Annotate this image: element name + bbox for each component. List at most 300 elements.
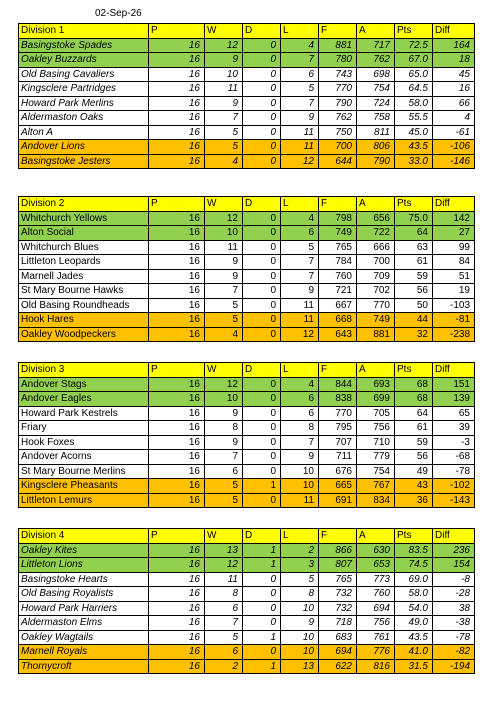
stat-cell: 0 xyxy=(243,377,281,392)
stat-cell: 16 xyxy=(149,659,205,674)
stat-cell: 630 xyxy=(357,543,395,558)
stat-cell: 11 xyxy=(281,298,319,313)
stat-cell: 667 xyxy=(319,298,357,313)
team-name: Aldermaston Elms xyxy=(19,616,149,631)
stat-cell: 0 xyxy=(243,111,281,126)
stat-cell: 806 xyxy=(357,140,395,155)
stat-cell: 59 xyxy=(395,269,433,284)
team-name: Thornycroft xyxy=(19,659,149,674)
stat-cell: 1 xyxy=(243,479,281,494)
stat-cell: 0 xyxy=(243,435,281,450)
team-name: St Mary Bourne Merlins xyxy=(19,464,149,479)
col-header: L xyxy=(281,197,319,212)
col-header: Diff xyxy=(433,529,475,544)
stat-cell: 8 xyxy=(281,421,319,436)
team-name: Howard Park Harriers xyxy=(19,601,149,616)
team-name: Oakley Woodpeckers xyxy=(19,327,149,342)
stat-cell: 694 xyxy=(319,645,357,660)
stat-cell: 691 xyxy=(319,493,357,508)
table-row xyxy=(19,572,475,587)
stat-cell: 11 xyxy=(281,125,319,140)
stat-cell: -106 xyxy=(433,140,475,155)
stat-cell: 9 xyxy=(281,284,319,299)
stat-cell: 1 xyxy=(243,659,281,674)
stat-cell: 8 xyxy=(205,421,243,436)
stat-cell: 64.5 xyxy=(395,82,433,97)
stat-cell: 63 xyxy=(395,240,433,255)
stat-cell: 36 xyxy=(395,493,433,508)
table-row xyxy=(19,53,475,68)
table-row xyxy=(19,630,475,645)
team-name: Aldermaston Oaks xyxy=(19,111,149,126)
stat-cell: 866 xyxy=(319,543,357,558)
stat-cell: 16 xyxy=(149,53,205,68)
stat-cell: 50 xyxy=(395,298,433,313)
table-row xyxy=(19,659,475,674)
stat-cell: 7 xyxy=(281,255,319,270)
stat-cell: 19 xyxy=(433,284,475,299)
stat-cell: 656 xyxy=(357,211,395,226)
stat-cell: 68 xyxy=(395,392,433,407)
stat-cell: 10 xyxy=(281,645,319,660)
team-name: Littleton Lemurs xyxy=(19,493,149,508)
stat-cell: 844 xyxy=(319,377,357,392)
col-header: Diff xyxy=(433,197,475,212)
team-name: Basingstoke Hearts xyxy=(19,572,149,587)
stat-cell: 0 xyxy=(243,53,281,68)
stat-cell: 773 xyxy=(357,572,395,587)
stat-cell: 11 xyxy=(281,313,319,328)
division-3-table xyxy=(18,362,475,508)
stat-cell: 16 xyxy=(149,377,205,392)
stat-cell: 16 xyxy=(149,211,205,226)
stat-cell: 142 xyxy=(433,211,475,226)
col-header: W xyxy=(205,529,243,544)
stat-cell: 151 xyxy=(433,377,475,392)
stat-cell: -103 xyxy=(433,298,475,313)
stat-cell: -78 xyxy=(433,464,475,479)
division-header xyxy=(19,197,475,212)
stat-cell: 16 xyxy=(149,226,205,241)
stat-cell: 10 xyxy=(205,226,243,241)
stat-cell: 7 xyxy=(281,96,319,111)
stat-cell: 38 xyxy=(433,601,475,616)
stat-cell: -28 xyxy=(433,587,475,602)
team-name: Alton Social xyxy=(19,226,149,241)
stat-cell: 16 xyxy=(149,479,205,494)
stat-cell: 16 xyxy=(149,327,205,342)
col-header: W xyxy=(205,363,243,378)
stat-cell: 653 xyxy=(357,558,395,573)
stat-cell: 84 xyxy=(433,255,475,270)
stat-cell: 10 xyxy=(205,67,243,82)
col-header: Pts xyxy=(395,363,433,378)
stat-cell: 5 xyxy=(205,140,243,155)
stat-cell: 13 xyxy=(281,659,319,674)
stat-cell: 16 xyxy=(149,313,205,328)
table-row xyxy=(19,543,475,558)
stat-cell: 5 xyxy=(205,125,243,140)
team-name: Old Basing Roundheads xyxy=(19,298,149,313)
stat-cell: 765 xyxy=(319,240,357,255)
stat-cell: 65.0 xyxy=(395,67,433,82)
col-header: D xyxy=(243,197,281,212)
stat-cell: 164 xyxy=(433,38,475,53)
stat-cell: 16 xyxy=(149,392,205,407)
stat-cell: 3 xyxy=(281,558,319,573)
stat-cell: 6 xyxy=(205,601,243,616)
report-date: 02-Sep-26 xyxy=(95,8,142,19)
stat-cell: 45.0 xyxy=(395,125,433,140)
stat-cell: 4 xyxy=(205,154,243,169)
stat-cell: 16 xyxy=(433,82,475,97)
col-header: P xyxy=(149,363,205,378)
stat-cell: 722 xyxy=(357,226,395,241)
stat-cell: -238 xyxy=(433,327,475,342)
stat-cell: 16 xyxy=(149,543,205,558)
table-row xyxy=(19,558,475,573)
col-header: L xyxy=(281,363,319,378)
stat-cell: 6 xyxy=(281,226,319,241)
stat-cell: 56 xyxy=(395,450,433,465)
stat-cell: 760 xyxy=(319,269,357,284)
stat-cell: 5 xyxy=(205,298,243,313)
stat-cell: 709 xyxy=(357,269,395,284)
stat-cell: 724 xyxy=(357,96,395,111)
stat-cell: -143 xyxy=(433,493,475,508)
stat-cell: 7 xyxy=(205,111,243,126)
stat-cell: 12 xyxy=(205,38,243,53)
stat-cell: 666 xyxy=(357,240,395,255)
stat-cell: 0 xyxy=(243,572,281,587)
stat-cell: 16 xyxy=(149,82,205,97)
stat-cell: 11 xyxy=(205,240,243,255)
stat-cell: 16 xyxy=(149,616,205,631)
stat-cell: 16 xyxy=(149,38,205,53)
stat-cell: 6 xyxy=(205,464,243,479)
stat-cell: 758 xyxy=(357,111,395,126)
division-4-table xyxy=(18,528,475,674)
stat-cell: 55.5 xyxy=(395,111,433,126)
stat-cell: 780 xyxy=(319,53,357,68)
table-row xyxy=(19,111,475,126)
stat-cell: -61 xyxy=(433,125,475,140)
stat-cell: 5 xyxy=(205,493,243,508)
stat-cell: 683 xyxy=(319,630,357,645)
stat-cell: -82 xyxy=(433,645,475,660)
stat-cell: 83.5 xyxy=(395,543,433,558)
team-name: Marnell Jades xyxy=(19,269,149,284)
table-row xyxy=(19,392,475,407)
stat-cell: 49.0 xyxy=(395,616,433,631)
col-header: F xyxy=(319,24,357,39)
team-name: Oakley Buzzards xyxy=(19,53,149,68)
table-row xyxy=(19,587,475,602)
stat-cell: 66 xyxy=(433,96,475,111)
team-name: Basingstoke Jesters xyxy=(19,154,149,169)
table-row xyxy=(19,125,475,140)
table-row xyxy=(19,240,475,255)
stat-cell: 139 xyxy=(433,392,475,407)
stat-cell: 750 xyxy=(319,125,357,140)
stat-cell: 718 xyxy=(319,616,357,631)
stat-cell: 16 xyxy=(149,111,205,126)
stat-cell: 0 xyxy=(243,587,281,602)
stat-cell: 643 xyxy=(319,327,357,342)
table-row xyxy=(19,601,475,616)
stat-cell: 154 xyxy=(433,558,475,573)
stat-cell: 5 xyxy=(281,572,319,587)
stat-cell: 700 xyxy=(319,140,357,155)
stat-cell: 58.0 xyxy=(395,587,433,602)
col-header: P xyxy=(149,529,205,544)
stat-cell: 33.0 xyxy=(395,154,433,169)
stat-cell: 807 xyxy=(319,558,357,573)
stat-cell: -81 xyxy=(433,313,475,328)
team-name: Andover Acorns xyxy=(19,450,149,465)
stat-cell: 9 xyxy=(205,255,243,270)
team-name: Alton A xyxy=(19,125,149,140)
stat-cell: 1 xyxy=(243,630,281,645)
stat-cell: 31.5 xyxy=(395,659,433,674)
division-1-table xyxy=(18,23,475,169)
table-row xyxy=(19,479,475,494)
stat-cell: 0 xyxy=(243,601,281,616)
stat-cell: -194 xyxy=(433,659,475,674)
stat-cell: 756 xyxy=(357,421,395,436)
stat-cell: 0 xyxy=(243,211,281,226)
stat-cell: 790 xyxy=(357,154,395,169)
stat-cell: 12 xyxy=(281,154,319,169)
stat-cell: 0 xyxy=(243,82,281,97)
stat-cell: 0 xyxy=(243,421,281,436)
division-2-table xyxy=(18,196,475,342)
col-header: D xyxy=(243,363,281,378)
stat-cell: 0 xyxy=(243,450,281,465)
stat-cell: 7 xyxy=(205,616,243,631)
stat-cell: 43.5 xyxy=(395,630,433,645)
col-header: Pts xyxy=(395,529,433,544)
stat-cell: 0 xyxy=(243,493,281,508)
col-header: P xyxy=(149,24,205,39)
table-row xyxy=(19,645,475,660)
stat-cell: 16 xyxy=(149,96,205,111)
stat-cell: 881 xyxy=(357,327,395,342)
stat-cell: 2 xyxy=(205,659,243,674)
stat-cell: 51 xyxy=(433,269,475,284)
stat-cell: 4 xyxy=(281,38,319,53)
stat-cell: 1 xyxy=(243,543,281,558)
table-row xyxy=(19,67,475,82)
stat-cell: 732 xyxy=(319,601,357,616)
stat-cell: 32 xyxy=(395,327,433,342)
stat-cell: 754 xyxy=(357,464,395,479)
stat-cell: 622 xyxy=(319,659,357,674)
stat-cell: 717 xyxy=(357,38,395,53)
col-header: W xyxy=(205,197,243,212)
stat-cell: 16 xyxy=(149,140,205,155)
col-header: Diff xyxy=(433,363,475,378)
stat-cell: 18 xyxy=(433,53,475,68)
stat-cell: 61 xyxy=(395,421,433,436)
table-row xyxy=(19,377,475,392)
stat-cell: 7 xyxy=(205,284,243,299)
stat-cell: 27 xyxy=(433,226,475,241)
team-name: Whitchurch Blues xyxy=(19,240,149,255)
stat-cell: 5 xyxy=(205,630,243,645)
stat-cell: 67.0 xyxy=(395,53,433,68)
team-name: Hook Foxes xyxy=(19,435,149,450)
table-row xyxy=(19,450,475,465)
stat-cell: 9 xyxy=(205,406,243,421)
stat-cell: 5 xyxy=(281,240,319,255)
team-name: Old Basing Royalists xyxy=(19,587,149,602)
stat-cell: 41.0 xyxy=(395,645,433,660)
col-header: A xyxy=(357,529,395,544)
stat-cell: 8 xyxy=(205,587,243,602)
stat-cell: 5 xyxy=(205,313,243,328)
team-name: Littleton Lions xyxy=(19,558,149,573)
stat-cell: 700 xyxy=(357,255,395,270)
stat-cell: 12 xyxy=(205,211,243,226)
table-row xyxy=(19,96,475,111)
stat-cell: 0 xyxy=(243,284,281,299)
team-name: Oakley Wagtails xyxy=(19,630,149,645)
stat-cell: 5 xyxy=(205,479,243,494)
stat-cell: 16 xyxy=(149,240,205,255)
col-header: F xyxy=(319,529,357,544)
team-name: Basingstoke Spades xyxy=(19,38,149,53)
team-name: Howard Park Merlins xyxy=(19,96,149,111)
stat-cell: 64 xyxy=(395,406,433,421)
stat-cell: 811 xyxy=(357,125,395,140)
stat-cell: 16 xyxy=(149,284,205,299)
stat-cell: 0 xyxy=(243,255,281,270)
stat-cell: -78 xyxy=(433,630,475,645)
stat-cell: 49 xyxy=(395,464,433,479)
col-header: F xyxy=(319,363,357,378)
division-title: Division 1 xyxy=(19,24,149,39)
stat-cell: 44 xyxy=(395,313,433,328)
col-header: L xyxy=(281,24,319,39)
stat-cell: 16 xyxy=(149,572,205,587)
stat-cell: 770 xyxy=(319,406,357,421)
stat-cell: 16 xyxy=(149,125,205,140)
stat-cell: 99 xyxy=(433,240,475,255)
stat-cell: 74.5 xyxy=(395,558,433,573)
stat-cell: 676 xyxy=(319,464,357,479)
team-name: Howard Park Kestrels xyxy=(19,406,149,421)
team-name: Old Basing Cavaliers xyxy=(19,67,149,82)
stat-cell: 795 xyxy=(319,421,357,436)
stat-cell: 16 xyxy=(149,255,205,270)
stat-cell: 693 xyxy=(357,377,395,392)
stat-cell: 16 xyxy=(149,493,205,508)
table-row xyxy=(19,154,475,169)
stat-cell: 702 xyxy=(357,284,395,299)
stat-cell: 7 xyxy=(281,53,319,68)
col-header: P xyxy=(149,197,205,212)
table-row xyxy=(19,82,475,97)
stat-cell: 13 xyxy=(205,543,243,558)
stat-cell: 790 xyxy=(319,96,357,111)
col-header: D xyxy=(243,24,281,39)
stat-cell: 776 xyxy=(357,645,395,660)
stat-cell: 761 xyxy=(357,630,395,645)
stat-cell: 881 xyxy=(319,38,357,53)
team-name: Whitchurch Yellows xyxy=(19,211,149,226)
stat-cell: 11 xyxy=(205,82,243,97)
stat-cell: 0 xyxy=(243,125,281,140)
stat-cell: 0 xyxy=(243,298,281,313)
stat-cell: 56 xyxy=(395,284,433,299)
stat-cell: 64 xyxy=(395,226,433,241)
stat-cell: 9 xyxy=(205,53,243,68)
stat-cell: 11 xyxy=(281,493,319,508)
stat-cell: 2 xyxy=(281,543,319,558)
team-name: St Mary Bourne Hawks xyxy=(19,284,149,299)
col-header: L xyxy=(281,529,319,544)
stat-cell: 54.0 xyxy=(395,601,433,616)
stat-cell: 7 xyxy=(281,435,319,450)
stat-cell: 68 xyxy=(395,377,433,392)
stat-cell: 710 xyxy=(357,435,395,450)
table-row xyxy=(19,313,475,328)
stat-cell: 65 xyxy=(433,406,475,421)
stat-cell: 10 xyxy=(281,464,319,479)
stat-cell: 0 xyxy=(243,392,281,407)
stat-cell: 16 xyxy=(149,435,205,450)
stat-cell: 5 xyxy=(281,82,319,97)
team-name: Andover Eagles xyxy=(19,392,149,407)
table-row xyxy=(19,493,475,508)
table-row xyxy=(19,38,475,53)
table-row xyxy=(19,140,475,155)
stat-cell: 770 xyxy=(319,82,357,97)
team-name: Kingsclere Partridges xyxy=(19,82,149,97)
stat-cell: 749 xyxy=(357,313,395,328)
stat-cell: 765 xyxy=(319,572,357,587)
table-row xyxy=(19,464,475,479)
stat-cell: 694 xyxy=(357,601,395,616)
stat-cell: 756 xyxy=(357,616,395,631)
stat-cell: 7 xyxy=(205,450,243,465)
stat-cell: 838 xyxy=(319,392,357,407)
team-name: Oakley Kites xyxy=(19,543,149,558)
stat-cell: 39 xyxy=(433,421,475,436)
stat-cell: 45 xyxy=(433,67,475,82)
table-row xyxy=(19,226,475,241)
team-name: Hook Hares xyxy=(19,313,149,328)
stat-cell: 9 xyxy=(281,616,319,631)
stat-cell: 16 xyxy=(149,587,205,602)
division-title: Division 3 xyxy=(19,363,149,378)
stat-cell: 10 xyxy=(205,392,243,407)
col-header: D xyxy=(243,529,281,544)
stat-cell: 11 xyxy=(205,572,243,587)
stat-cell: 69.0 xyxy=(395,572,433,587)
stat-cell: 10 xyxy=(281,630,319,645)
stat-cell: 743 xyxy=(319,67,357,82)
stat-cell: 6 xyxy=(205,645,243,660)
team-name: Marnell Royals xyxy=(19,645,149,660)
stat-cell: 784 xyxy=(319,255,357,270)
stat-cell: 668 xyxy=(319,313,357,328)
stat-cell: 10 xyxy=(281,601,319,616)
stat-cell: 16 xyxy=(149,269,205,284)
table-row xyxy=(19,298,475,313)
stat-cell: 7 xyxy=(281,269,319,284)
